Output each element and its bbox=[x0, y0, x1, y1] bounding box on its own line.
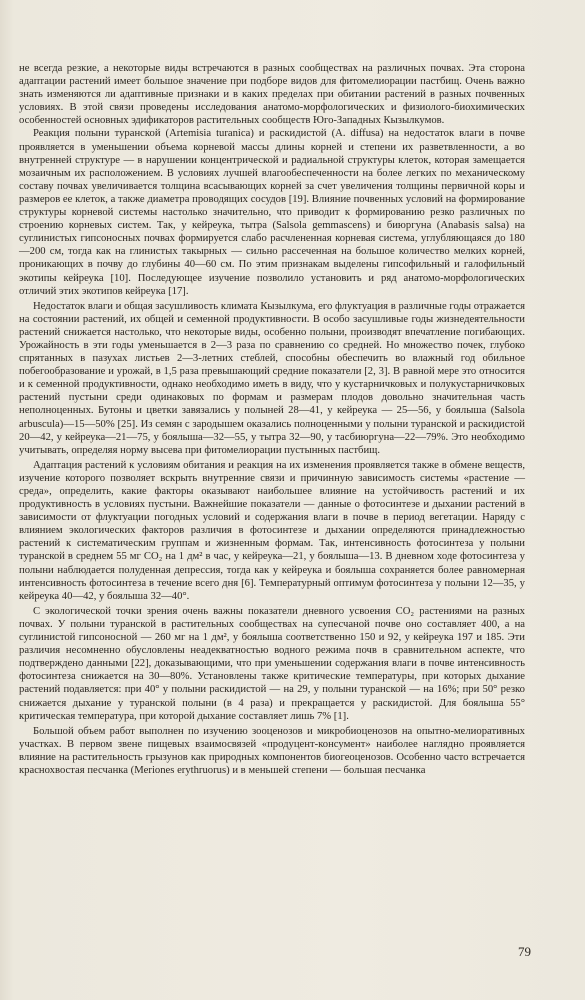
paragraph-3: Недостаток влаги и общая засушливость климата Кызылкума, его флуктуация в различные годы отражается на состоянии растений, их общей и семенной продуктивности. В особо засушливые годы жизнедеятельности растений снижается настолько, что некоторые виды, особенно полыни, производят впечатление погибающих. Урожайность в эти годы уменьшается в 2—3 раза по сравнению со средней. Но множество почек, глубоко спрятанных в пазухах листьев 2—3-летних стеблей, способны обеспечить во влажный год обильное побегообразование и урожай, в 1,5 раза превышающий средние показатели [2, 3]. В равной мере это относится и к семенной продуктивности, однако необходимо иметь в виду, что у кустарничковых и полукустарничковых растений пустыни среди одинаковых по формам и размерам плодов довольно значительная часть неполноценных. Бутоны и цветки завязались у полыней 28—41, у кейреука — 25—56, у боялыша (Salsola arbuscula)—15—50% [25]. Из семян с зародышем оказались полноценными у полыни туранской и раскидистой 20—42, у кейреука—21—75, у боялыша—32—55, у тытра 32—90, у тасбиюргуна—22—79%. Это необходимо учитывать, определяя норму высева при фитомелиорации пустынных пастбищ. bbox=[19, 300, 525, 456]
paragraph-4: Адаптация растений к условиям обитания и реакция на их изменения проявляется также в обмене веществ, изучение которого позволяет вскрыть внутренние связи и причинную зависимость системы «растение — среда», определить, какие факторы оказывают наибольшее влияние на устойчивость растений и их продуктивность в условиях пустыни. Важнейшие показатели — данные о фотосинтезе и дыхании растений в зависимости от флуктуации погодных условий и содержания влаги в почве в период вегетации. Наряду с влиянием экологических факторов различия в фотосинтезе и дыхании определяются принадлежностью растений к систематическим группам и жизненным формам. Так, интенсивность фотосинтеза у полыни туранской в среднем 55 мг CO₂ на 1 дм² в час, у кейреука—21, у боялыша—13. В дневном ходе фотосинтеза у полыни наблюдается полуденная депрессия, тогда как у кейреука и боялыша сохраняется более равномерная интенсивность фотосинтеза в течение всего дня [6]. Температурный оптимум фотосинтеза у полыни 12—35, у кейреука 40—42, у боялыша 32—40°. bbox=[19, 459, 525, 602]
paragraph-2: Реакция полыни туранской (Artemisia turanica) и раскидистой (A. diffusa) на недостаток влаги в почве проявляется в уменьшении объема корневой массы длины корней и степени их разветвленности, а во внутренней структуре — в нарушении концентрической и радиальной структуры клеток, которая замещается мозаичным их расположением. В условиях лучшей влагообеспеченности на более легких по механическому составу почвах увеличивается толщина всасывающих корней за счет увеличения толщины первичной коры и размеров ее клеток, а также диаметра проводящих сосудов [19]. Влияние почвенных условий на формирование структуры корневой системы настолько значительно, что приводит к формированию резко различных по строению корневых систем. Так, у кейреука, тытра (Salsola gemmascens) и биюргуна (Anabasis salsa) на суглинистых гипсоносных почвах формируется слабо расчлененная корневая система, углубляющаяся до 180—200 см, тогда как на глинистых такырных — сильно рассеченная на большое количество мелких корней, проникающих в почву до глубины 40—60 см. По этим признакам выделены гипсофильный и галофильный экотипы кейреука [10]. Последующее изучение позволило установить и ряд анатомо-морфологических отличий этих экотипов кейреука [17]. bbox=[19, 128, 525, 297]
paragraph-1: не всегда резкие, а некоторые виды встречаются в разных сообществах на различных почвах. Эта сторона адаптации растений имеет большое значение при подборе видов для фитомелиорации пастбищ. Очень важно знать изменяются ли адаптивные признаки и в каких пределах при обитании растений в разных почвенных условиях. В этой связи проведены исследования анатомо-морфологических и физиолого-биохимических особенностей основных эдификаторов растительных сообществ Юго-Западных Кызылкумов. bbox=[19, 63, 525, 127]
page-number: 79 bbox=[518, 944, 531, 959]
paragraph-5: С экологической точки зрения очень важны показатели дневного усвоения CO₂ растениями на разных почвах. У полыни туранской в растительных сообществах на супесчаной почве оно составляет 400, а на суглинистой гипсоносной — 260 мг на 1 дм², у боялыша соответственно 150 и 92, у кейреука 197 и 185. Эти различия несомненно обусловлены неадекватностью водного режима почв в сравнительном аспекте, что подтверждено данными [22], доказывающими, что при уменьшении содержания влаги в почве интенсивность фотосинтеза снижается на 30—80%. Установлены также критические температуры, при которых дыхание растений подавляется: при 40° у полыни раскидистой — на 29, у полыни туранской — на 16%; при 50° резко снижается дыхание у туранской полыни (в 4 раза) и прекращается у раскидистой. Для боялыша 55° критическая температура, при которой дыхание составляет лишь 7% [1]. bbox=[19, 605, 525, 722]
body-text bbox=[19, 62, 525, 777]
paragraph-6: Большой объем работ выполнен по изучению зооценозов и микробиоценозов на опытно-мелиоративных участках. В первом звене пищевых взаимосвязей «продуцент-консумент» наиболее наглядно проявляется влияние на растительность грызунов как природных компонентов биогеоценозов. Особенно часто встречается краснохвостая песчанка (Meriones erythruorus) и в меньшей степени — большая песчанка bbox=[19, 725, 525, 776]
